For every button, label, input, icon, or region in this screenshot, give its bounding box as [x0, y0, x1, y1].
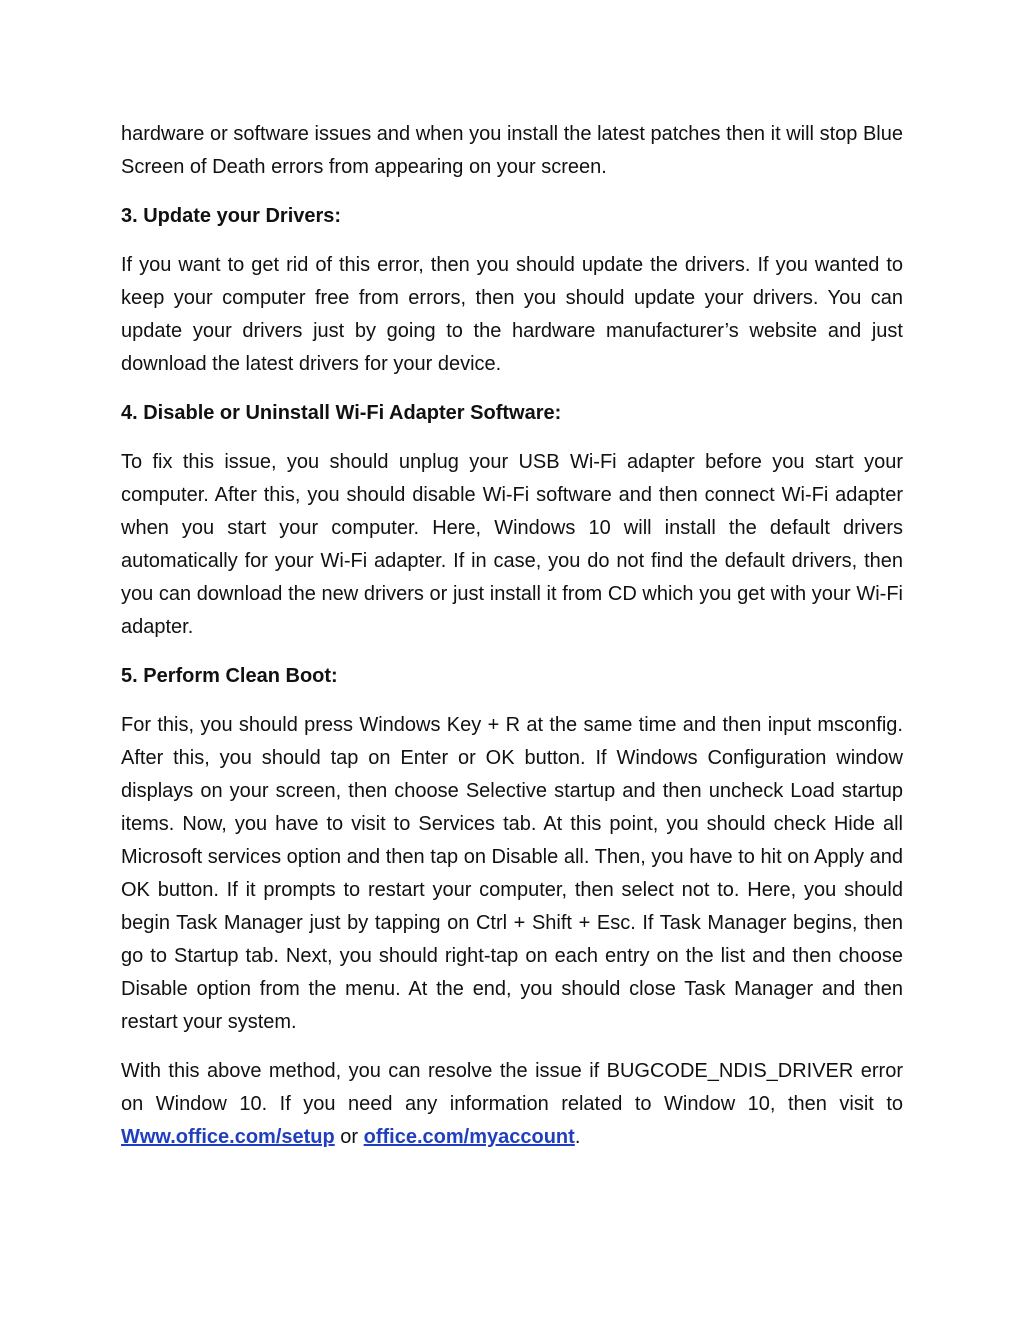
section-heading-clean-boot: 5. Perform Clean Boot: — [121, 665, 338, 687]
section-heading-disable-wifi-software: 4. Disable or Uninstall Wi-Fi Adapter Software: — [121, 402, 562, 424]
closing-text-before: With this above method, you can resolve the issue if BUGCODE_NDIS_DRIVER error on Window 10. If you need any information related to Window 10, then visit to — [121, 1060, 903, 1115]
section-body-update-drivers: If you want to get rid of this error, then you should update the drivers. If you wanted to keep your computer free from errors, then you should update your drivers. You can update your drivers just by going to the hardware manufacturer’s website and just download the latest drivers for your device. — [121, 254, 903, 375]
office-myaccount-link[interactable]: office.com/myaccount — [363, 1126, 575, 1148]
intro-paragraph: hardware or software issues and when you install the latest patches then it will stop Blue Screen of Death errors from appearing on your screen. — [121, 123, 903, 178]
section-body-clean-boot: For this, you should press Windows Key + R at the same time and then input msconfig. After this, you should tap on Enter or OK button. If Windows Configuration window displays on your screen, then choose Selective startup and then uncheck Load startup items. Now, you have to visit to Services tab. At this point, you should check Hide all Microsoft services option and then tap on Disable all. Then, you have to hit on Apply and OK button. If it prompts to restart your computer, then select not to. Here, you should begin Task Manager just by tapping on Ctrl + Shift + Esc. If Task Manager begins, then go to Startup tab. Next, you should right-tap on each entry on the list and then choose Disable option from the menu. At the end, you should close Task Manager and then restart your system. — [121, 714, 903, 1033]
closing-text-after: . — [574, 1126, 581, 1148]
section-heading-update-drivers: 3. Update your Drivers: — [121, 205, 342, 227]
office-setup-link[interactable]: Www.office.com/setup — [121, 1126, 335, 1148]
closing-text-between: or — [334, 1126, 364, 1148]
document-page — [121, 118, 903, 1170]
section-body-disable-wifi-software: To fix this issue, you should unplug your USB Wi-Fi adapter before you start your computer. After this, you should disable Wi-Fi software and then connect Wi-Fi adapter when you start your computer. Here, Windows 10 will install the default drivers automatically for your Wi-Fi adapter. If in case, you do not find the default drivers, then you can download the new drivers or just install it from CD which you get with your Wi-Fi adapter. — [121, 451, 903, 638]
closing-paragraph — [121, 1055, 903, 1154]
